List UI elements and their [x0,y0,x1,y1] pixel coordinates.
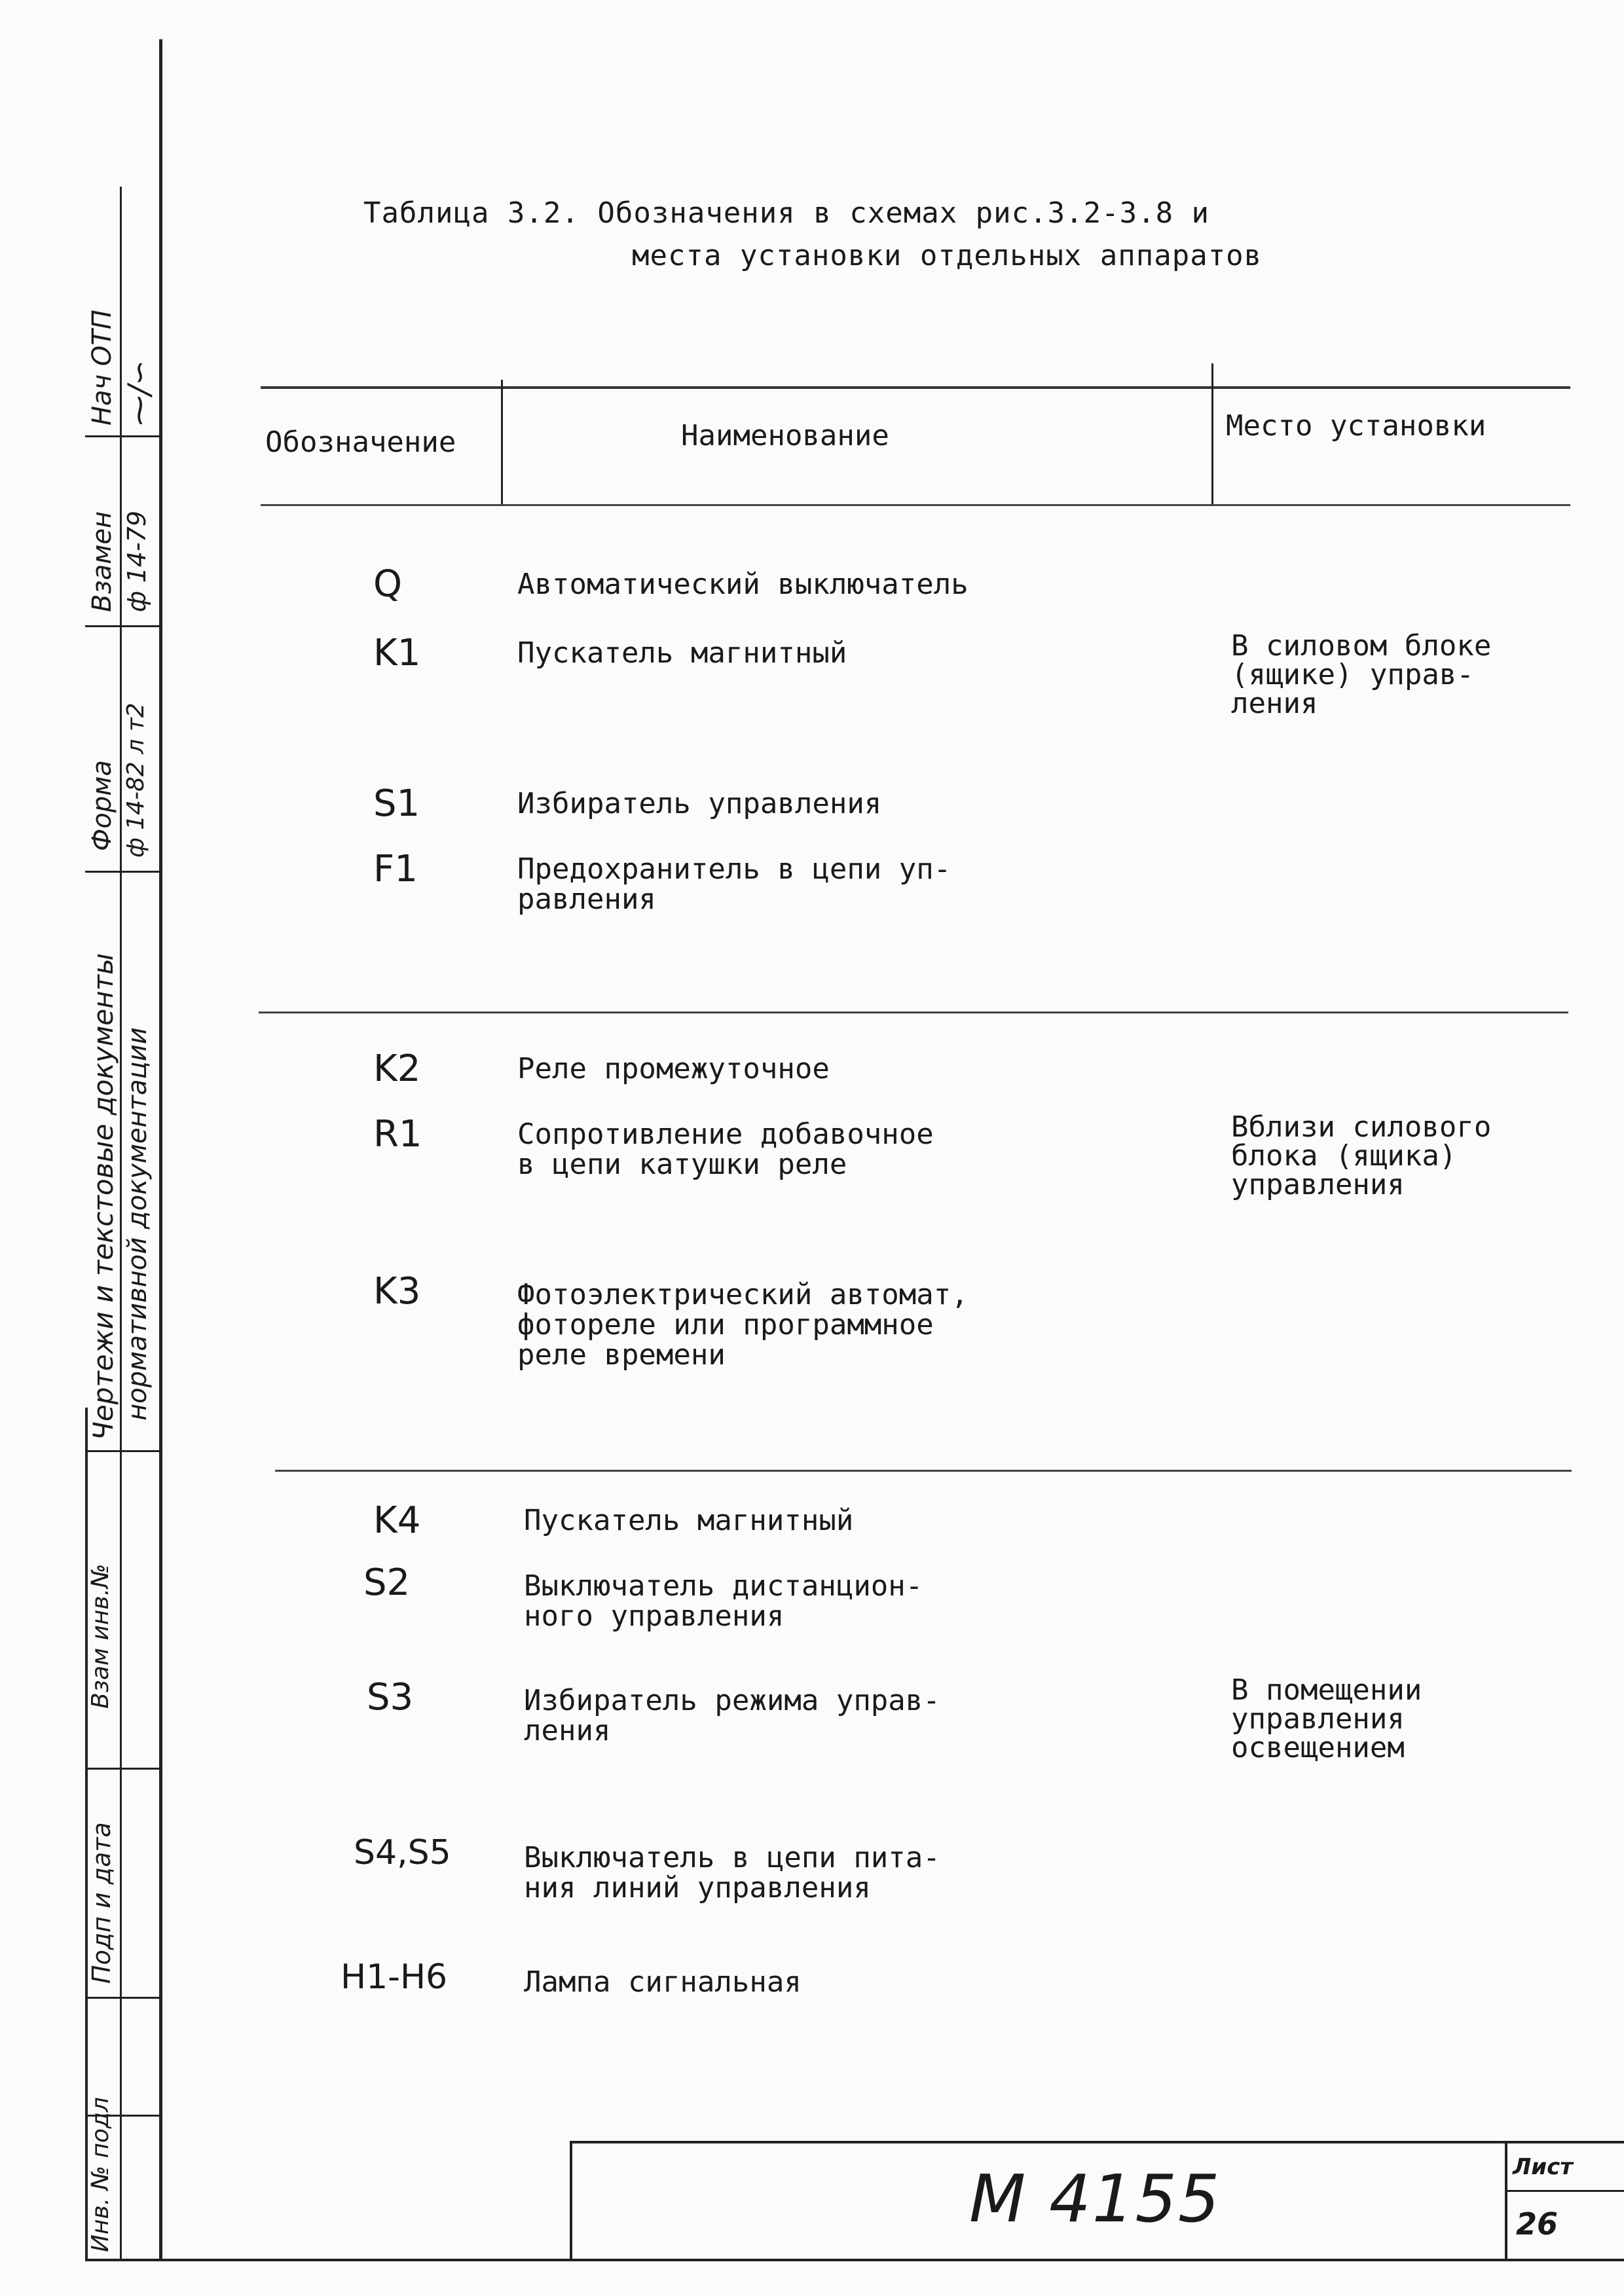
row-code: K2 [373,1048,421,1090]
group-place: Вблизи силового блока (ящика) управления [1231,1110,1492,1201]
row-name: Сопротивление добавочное в цепи катушки реле [517,1118,934,1181]
row-name: Пускатель магнитный [524,1504,854,1537]
group-place: В силовом блоке (ящике) управ- ления [1231,629,1492,720]
stamp-podp-data: Подп и дата [87,1822,116,1984]
document-number: М 4155 [969,2160,1221,2237]
sheet-label: Лист [1513,2154,1573,2180]
left-frame-mid [120,187,122,2259]
group-place: В помещении управления освещением [1231,1673,1422,1764]
row-name: Предохранитель в цепи уп- равления [517,852,951,916]
sheet-number: 26 [1516,2206,1559,2242]
group-separator [275,1470,1572,1472]
row-code: F1 [373,848,418,890]
stamp-inv-podl: Инв. № подл [87,2097,114,2252]
margin-sep [85,871,160,873]
margin-sep [85,625,160,627]
row-code: S2 [363,1561,411,1604]
row-name: Пускатель магнитный [517,636,847,670]
stamp-signature: ⁓∕∽ [121,359,157,426]
header-place: Место установки [1226,409,1486,443]
stamp-forma: Форма [87,760,117,851]
row-name: Избиратель режима управ- ления [524,1684,940,1747]
row-name: Лампа сигнальная [524,1965,802,1999]
titleblock-sheet-hline [1506,2190,1624,2192]
header-designation: Обозначение [265,426,456,459]
row-name: Фотоэлектрический автомат, фотореле или программное реле времени [517,1278,969,1372]
left-frame-inner [159,39,162,2259]
header-col-divider-2 [1211,363,1213,504]
margin-sep [85,1997,160,1999]
row-name: Выключатель дистанцион- ного управления [524,1569,923,1633]
margin-sep [85,1450,160,1452]
row-name: Автоматический выключатель [517,568,969,601]
titleblock-sheet-divider [1505,2141,1507,2259]
stamp-vzamen: Взамен [87,511,117,612]
table-title-line2: места установки отдельных аппаратов [632,239,1263,272]
header-top-rule [261,386,1570,389]
stamp-docs-line1: Чертежи и текстовые документы [87,953,119,1440]
bottom-frame-line [85,2259,1624,2261]
header-col-divider-1 [501,380,503,504]
titleblock-top [570,2141,1624,2143]
stamp-vzam-inv: Взам инв.№ [87,1563,114,1709]
row-code: S4,S5 [354,1833,451,1872]
stamp-nach-otp: Нач ОТП [87,310,117,426]
row-code: K3 [373,1270,421,1313]
header-name: Наименование [681,419,889,452]
margin-sep [85,1768,160,1770]
row-code: K1 [373,632,421,674]
stamp-docs-line2: нормативной документации [122,1027,153,1421]
row-code: Q [373,563,403,606]
row-name: Выключатель в цепи пита- ния линий управления [524,1841,940,1904]
header-bottom-rule [261,504,1570,506]
row-code: S3 [367,1676,414,1719]
stamp-forma-value: ф 14-82 л т2 [122,702,149,858]
row-name: Избиратель управления [517,787,882,820]
row-code: S1 [373,782,420,825]
row-code: K4 [373,1499,421,1542]
table-title-line1: Таблица 3.2. Обозначения в схемах рис.3.2-3.8 и [363,196,1210,230]
margin-sep [85,435,160,437]
stamp-vzamen-value: ф 14-79 [122,511,151,612]
row-code: R1 [373,1113,422,1156]
row-code: H1-H6 [341,1958,448,1997]
titleblock-left [570,2141,572,2259]
group-separator [259,1011,1568,1013]
row-name: Реле промежуточное [517,1052,830,1085]
